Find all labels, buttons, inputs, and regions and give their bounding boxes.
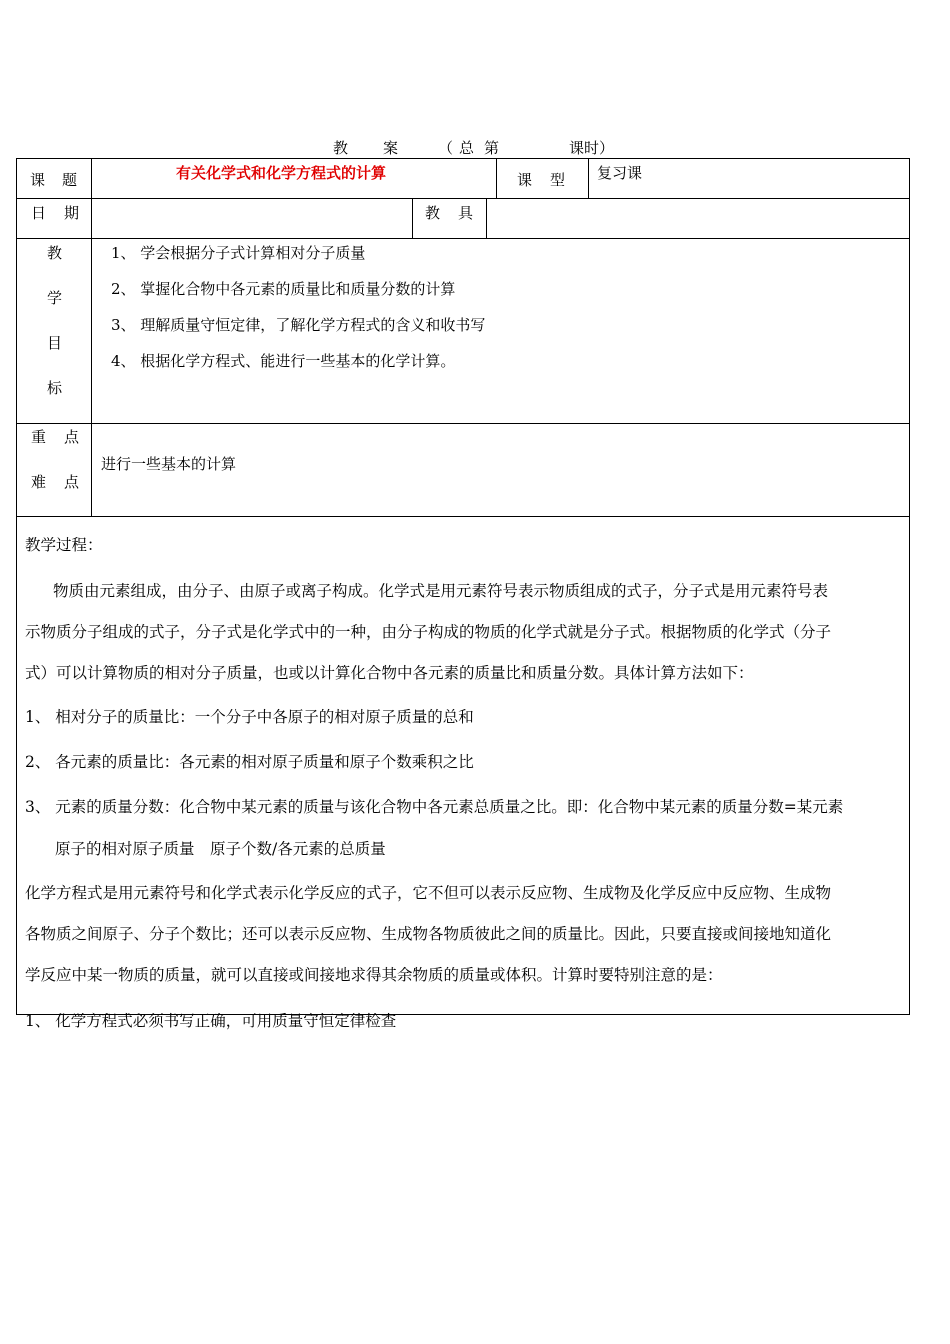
lesson-type-value: 复习课	[597, 164, 643, 182]
process-item: 2、 各元素的质量比：各元素的相对原子质量和原子个数乘积之比	[25, 753, 474, 771]
objective-item: 3、 理解质量守恒定律，了解化学方程式的含义和收书写	[111, 316, 486, 334]
objectives-label-4: 标	[47, 379, 63, 397]
process-item-continuation: 原子的相对原子质量 原子个数/各元素的总质量	[55, 840, 386, 858]
objective-item: 1、 学会根据分子式计算相对分子质量	[111, 244, 366, 262]
objectives-label-2: 学	[47, 289, 63, 307]
process-item-cut: 1、 化学方程式必须书写正确，可用质量守恒定律检查	[25, 1012, 397, 1030]
process-item: 3、 元素的质量分数：化合物中某元素的质量与该化合物中各元素总质量之比。即：化合物中某元素的质量分数=某元素	[25, 798, 844, 816]
objective-item: 2、 掌握化合物中各元素的质量比和质量分数的计算	[111, 280, 456, 298]
process-item: 1、 相对分子的质量比：一个分子中各原子的相对原子质量的总和	[25, 708, 474, 726]
keypoints-content: 进行一些基本的计算	[101, 455, 237, 473]
process-paragraph-line: 各物质之间原子、分子个数比；还可以表示反应物、生成物各物质彼此之间的质量比。因此，只要直接或间接地知道化	[25, 925, 832, 943]
process-heading: 教学过程：	[25, 536, 103, 554]
document-header	[0, 137, 950, 157]
label-ri: 日	[31, 204, 47, 222]
header-keshi: 课时）	[569, 139, 615, 157]
keypoints-label-dian: 点	[64, 428, 80, 446]
header-zong: 总	[459, 139, 475, 157]
label-xing: 型	[550, 171, 566, 189]
header-di: 第	[484, 139, 500, 157]
label-ti: 题	[62, 171, 78, 189]
label-jiao-ju-2: 具	[458, 204, 474, 222]
objectives-label-1: 教	[47, 244, 63, 262]
label-lei-ke: 课	[517, 171, 533, 189]
keypoints-label-dian: 点	[64, 473, 80, 491]
process-paragraph-line: 物质由元素组成，由分子、由原子或离子构成。化学式是用元素符号表示物质组成的式子，分子式是用元素符号表	[53, 582, 829, 600]
header-paren: （	[438, 139, 454, 157]
process-paragraph-line: 式）可以计算物质的相对分子质量，也或以计算化合物中各元素的质量比和质量分数。具体计算方法如下：	[25, 664, 754, 682]
process-paragraph-line: 学反应中某一物质的质量，就可以直接或间接地求得其余物质的质量或体积。计算时要特别注意的是：	[25, 966, 723, 984]
objective-item: 4、 根据化学方程式、能进行一些基本的化学计算。	[111, 352, 456, 370]
label-ke: 课	[30, 171, 46, 189]
label-jiao-ju-1: 教	[425, 204, 441, 222]
process-paragraph-line: 化学方程式是用元素符号和化学式表示化学反应的式子，它不但可以表示反应物、生成物及化学反应中反应物、生成物	[25, 884, 832, 902]
label-qi: 期	[64, 204, 80, 222]
lesson-title: 有关化学式和化学方程式的计算	[176, 164, 387, 182]
header-an: 案	[383, 139, 399, 157]
keypoints-label-zhong: 重	[31, 428, 47, 446]
teaching-process	[16, 517, 910, 1030]
objectives-label-3: 目	[47, 334, 63, 352]
keypoints-label-nan: 难	[31, 473, 47, 491]
header-jiao: 教	[333, 139, 349, 157]
process-paragraph-line: 示物质分子组成的式子，分子式是化学式中的一种，由分子构成的物质的化学式就是分子式。根据物质的化学式（分子	[25, 623, 832, 641]
